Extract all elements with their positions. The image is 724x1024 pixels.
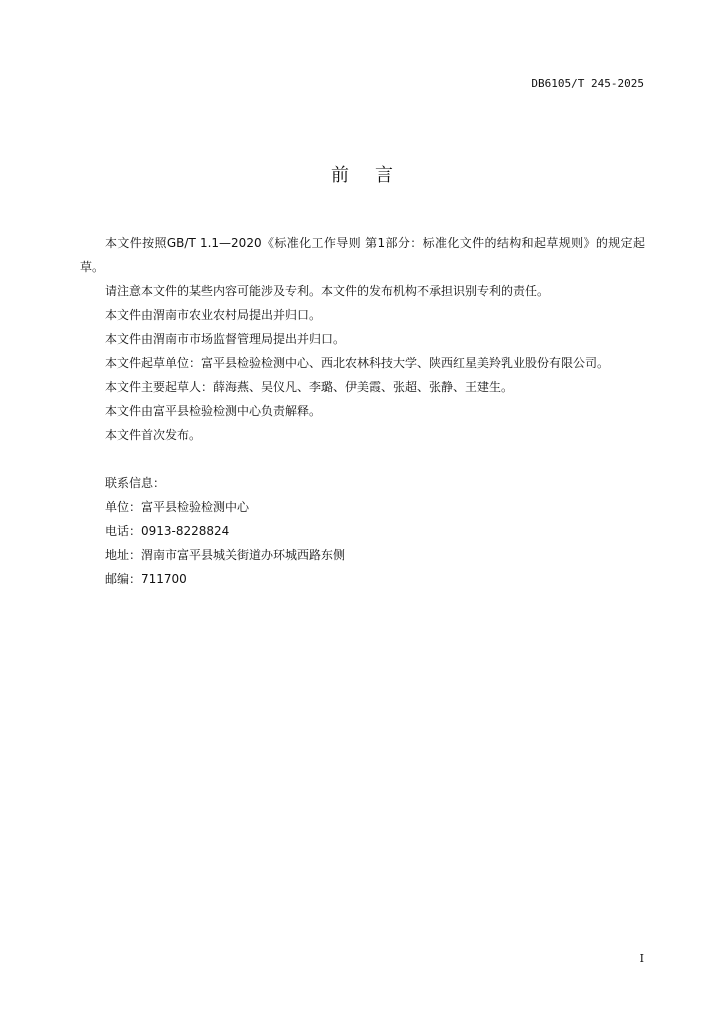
contact-postcode: 邮编：711700 [105,572,187,586]
paragraph-interpretation: 本文件由富平县检验检测中心负责解释。 [105,404,322,418]
paragraph-proposer-agriculture: 本文件由渭南市农业农村局提出并归口。 [105,308,322,322]
contact-address: 地址：渭南市富平县城关街道办环城西路东侧 [105,548,346,562]
paragraph-drafters: 本文件主要起草人：薛海燕、吴仪凡、李璐、伊美霞、张超、张静、王建生。 [105,380,514,394]
paragraph-drafting-units: 本文件起草单位：富平县检验检测中心、西北农林科技大学、陕西红星美羚乳业股份有限公司。 [105,356,610,370]
contact-info [80,471,645,591]
paragraph-first-release: 本文件首次发布。 [105,428,202,442]
page-title: 前言 [331,165,419,186]
contact-heading: 联系信息： [105,476,166,490]
foreword-body [80,231,645,591]
contact-phone: 电话：0913-8228824 [105,524,230,538]
paragraph-patent-notice: 请注意本文件的某些内容可能涉及专利。本文件的发布机构不承担识别专利的责任。 [105,284,550,298]
contact-unit: 单位：富平县检验检测中心 [105,500,250,514]
page-number: I [639,952,644,965]
paragraph-drafting-rules: 本文件按照GB/T 1.1—2020《标准化工作导则 第1部分：标准化文件的结构和起草规则》的规定起草。 [80,236,645,274]
document-code: DB6105/T 245-2025 [531,77,644,90]
paragraph-proposer-market: 本文件由渭南市市场监督管理局提出并归口。 [105,332,346,346]
